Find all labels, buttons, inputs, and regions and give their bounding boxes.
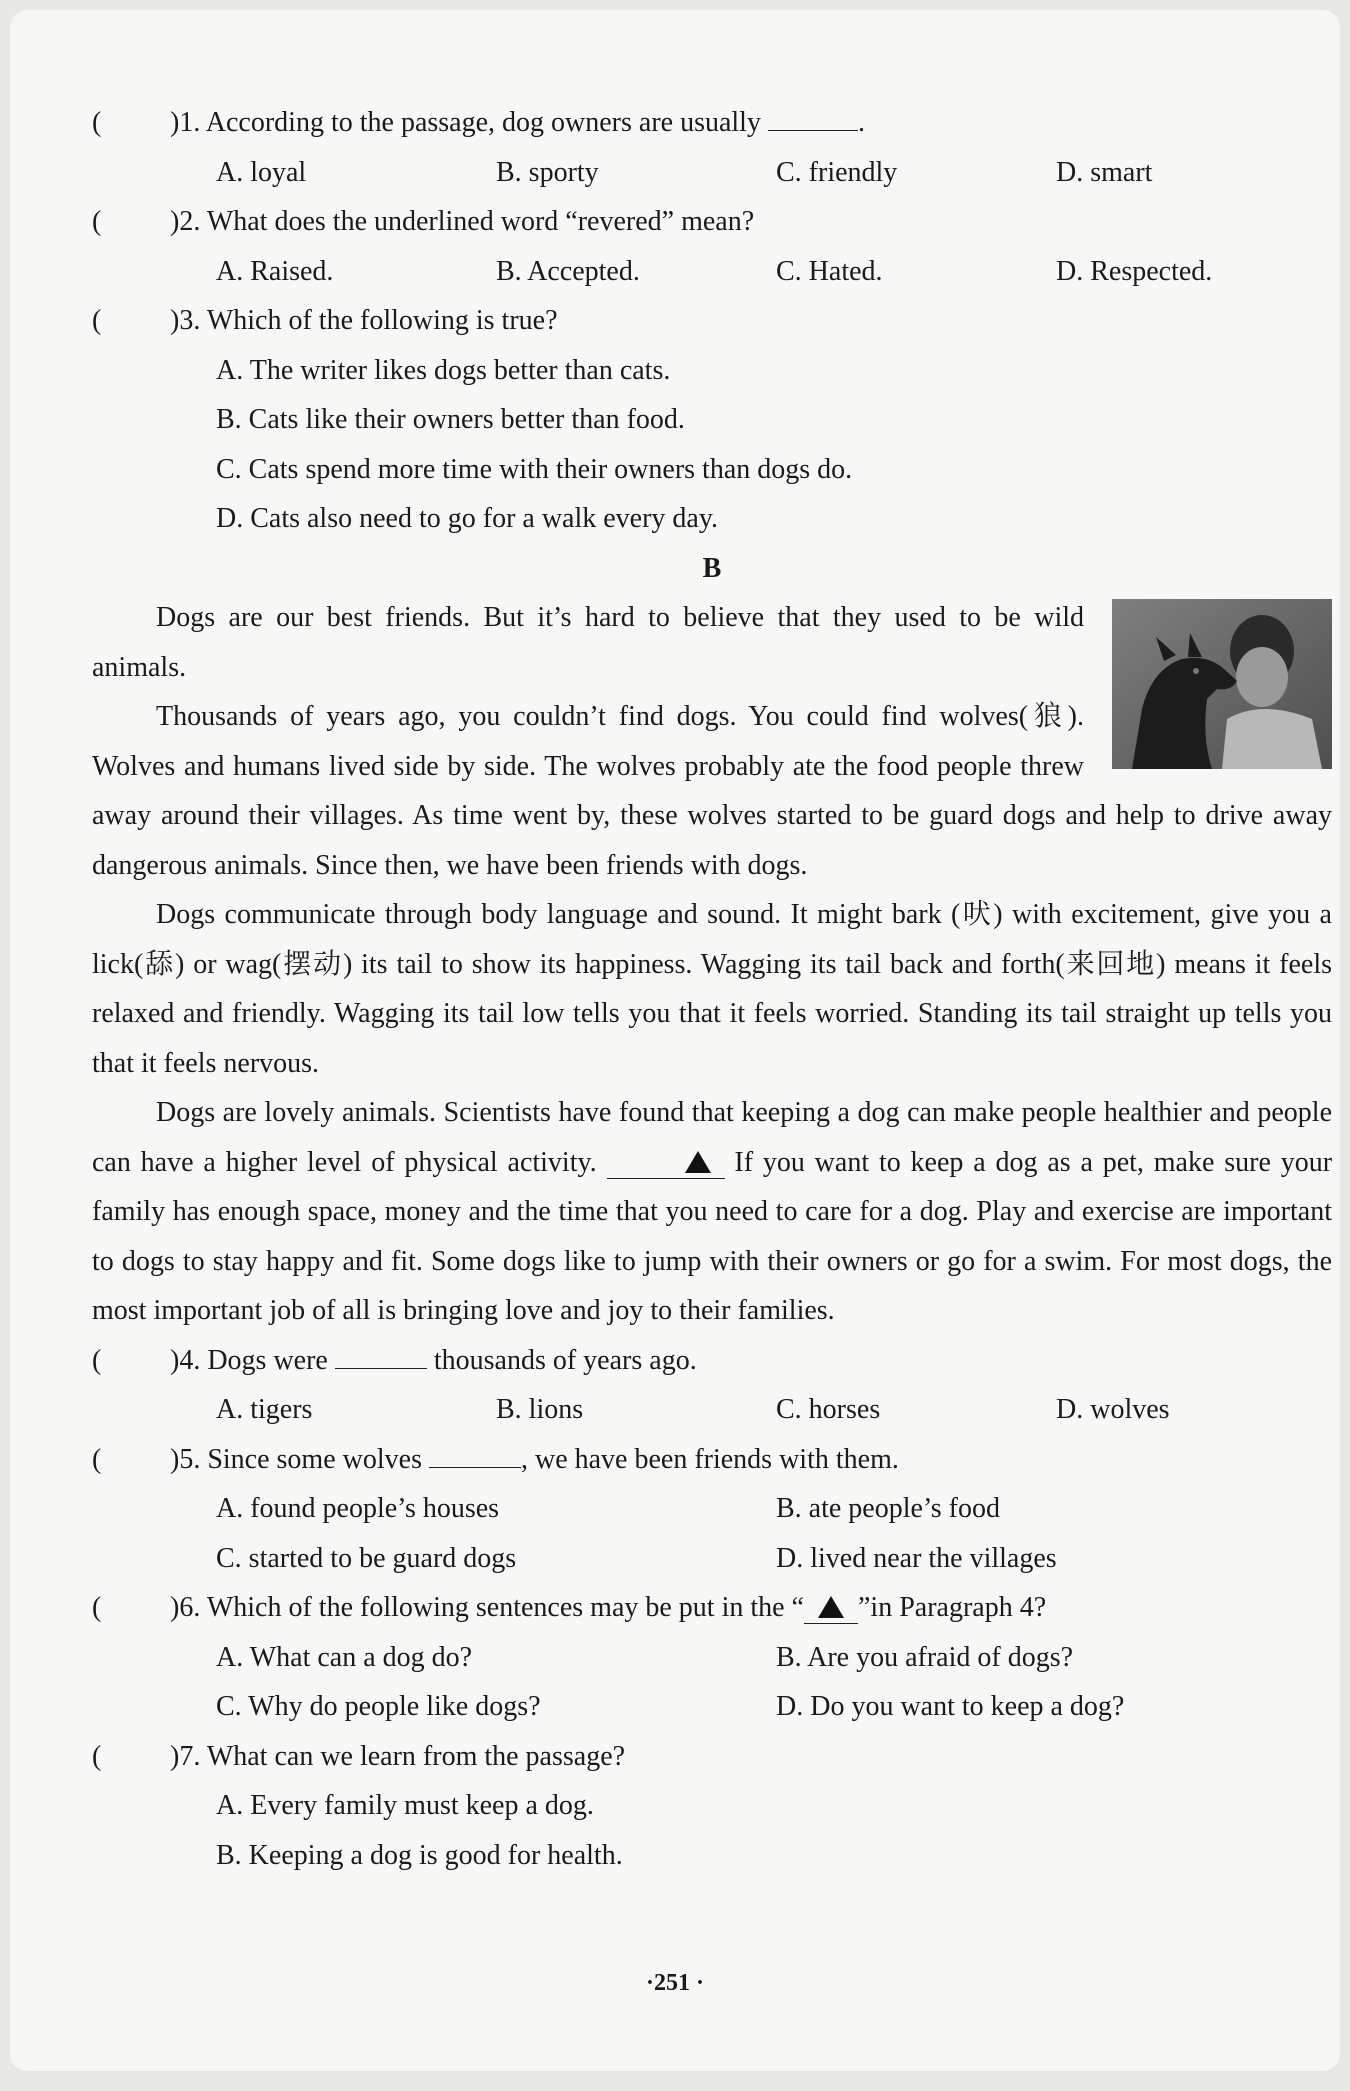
question-5: ( )5. Since some wolves , we have been friends with them. [92, 1435, 1332, 1485]
option-b[interactable]: B. Accepted. [496, 255, 640, 287]
options-row [92, 1385, 1332, 1435]
option-c[interactable]: C. Hated. [776, 255, 883, 287]
option-d[interactable]: D. Respected. [1056, 255, 1213, 287]
passage-paragraph-3: Dogs communicate through body language and sound. It might bark (吠) with excitement, give you a lick(舔) or wag(摆动) its tail to show its happiness. Wagging its tail back and forth(来回地) means it feels relaxed and friendly. Wagging its tail low tells you that it feels worried. Standing its tail straight up tells you that it feels nervous. [92, 899, 1332, 1079]
question-2 [92, 197, 1332, 247]
question-number: )1. [170, 107, 206, 138]
section-heading: B [702, 552, 722, 584]
answer-bracket[interactable]: ( [92, 206, 102, 237]
question-number: )6. [170, 1592, 207, 1623]
option-a[interactable]: A. Raised. [216, 255, 334, 287]
option-d[interactable]: D. wolves [1056, 1394, 1170, 1425]
question-stem: What does the underlined word “revered” mean? [206, 206, 755, 237]
option-a[interactable]: A. found people’s houses [216, 1493, 500, 1524]
option-c[interactable]: C. Cats spend more time with their owners than dogs do. [216, 453, 853, 485]
question-4: ( )4. Dogs were thousands of years ago. [92, 1336, 1332, 1386]
worksheet-page [10, 10, 1340, 2071]
options-row [92, 1534, 1332, 1584]
question-1: ( )1. According to the passage, dog owners are usually . [92, 98, 1332, 148]
triangle-blank [804, 1593, 858, 1624]
options-row [92, 1682, 1332, 1732]
options-row [92, 148, 1332, 198]
question-number: )7. [170, 1740, 207, 1772]
option-c[interactable]: C. Why do people like dogs? [216, 1691, 541, 1722]
option-a[interactable]: A. The writer likes dogs better than cats. [216, 354, 671, 386]
answer-bracket[interactable]: ( [92, 1344, 102, 1376]
answer-blank [429, 1437, 521, 1468]
option-d[interactable]: D. Do you want to keep a dog? [776, 1691, 1125, 1722]
dog-photo [1112, 599, 1332, 769]
passage-paragraph-2: Thousands of years ago, you couldn’t find dogs. You could find wolves(狼). Wolves and humans lived side by side. The wolves probably ate the food people threw away around their villages. As time went by, these wolves started to be guard dogs and help to drive away dangerous animals. Since then, we have been friends with dogs. [92, 701, 1332, 881]
triangle-icon [685, 1151, 711, 1173]
question-number: )5. [170, 1443, 208, 1475]
answer-bracket[interactable]: ( [92, 1443, 102, 1475]
answer-bracket[interactable]: ( [92, 1740, 102, 1772]
question-3 [92, 296, 1332, 346]
question-number: )4. [170, 1344, 208, 1376]
question-stem: According to the passage, dog owners are usually [205, 107, 761, 138]
answer-bracket[interactable]: ( [92, 107, 102, 138]
answer-blank [335, 1338, 427, 1369]
options-row [92, 247, 1332, 297]
option-a[interactable]: A. loyal [216, 156, 307, 188]
option-a[interactable]: A. Every family must keep a dog. [216, 1790, 594, 1821]
question-number: )2. [170, 206, 207, 237]
passage-paragraph-4: Dogs are lovely animals. Scientists have found that keeping a dog can make people healthier and people can have a higher level of physical activity. If you want to keep a dog as a pet, make sure your family has enough space, money and the time that you need to care for a dog. Play and exercise are important to dogs to stay happy and fit. Some dogs like to jump with their owners or go for a swim. For most dogs, the most important job of all is bringing love and joy to their families. [92, 1097, 1333, 1326]
question-stem: What can we learn from the passage? [206, 1740, 626, 1772]
option-d[interactable]: D. lived near the villages [776, 1542, 1057, 1574]
question-stem: Which of the following is true? [206, 305, 558, 336]
passage-paragraph-1: Dogs are our best friends. But it’s hard to believe that they used to be wild animals. [92, 602, 1084, 683]
option-b[interactable]: B. Cats like their owners better than food. [216, 404, 685, 435]
question-6: ( )6. Which of the following sentences may be put in the “ ”in Paragraph 4? [92, 1583, 1332, 1633]
question-number: )3. [170, 305, 207, 336]
page-content [92, 98, 1332, 1880]
option-b[interactable]: B. Keeping a dog is good for health. [216, 1839, 623, 1871]
page-number: ·251 · [645, 1970, 704, 1996]
option-b[interactable]: B. sporty [496, 156, 599, 188]
answer-bracket[interactable]: ( [92, 1592, 102, 1623]
option-c[interactable]: C. friendly [776, 156, 898, 188]
answer-bracket[interactable]: ( [92, 305, 102, 336]
option-b[interactable]: B. Are you afraid of dogs? [776, 1641, 1074, 1673]
option-b[interactable]: B. ate people’s food [776, 1493, 1000, 1524]
option-c[interactable]: C. horses [776, 1394, 881, 1425]
option-c[interactable]: C. started to be guard dogs [216, 1542, 517, 1574]
answer-blank [768, 100, 858, 131]
triangle-blank [607, 1148, 725, 1179]
triangle-icon [818, 1596, 844, 1618]
option-b[interactable]: B. lions [496, 1394, 584, 1425]
options-row [92, 1633, 1332, 1683]
options-row [92, 1484, 1332, 1534]
option-d[interactable]: D. Cats also need to go for a walk every day. [216, 503, 719, 534]
question-7 [92, 1732, 1332, 1782]
option-a[interactable]: A. tigers [216, 1394, 313, 1425]
option-a[interactable]: A. What can a dog do? [216, 1641, 473, 1673]
option-d[interactable]: D. smart [1056, 156, 1153, 188]
